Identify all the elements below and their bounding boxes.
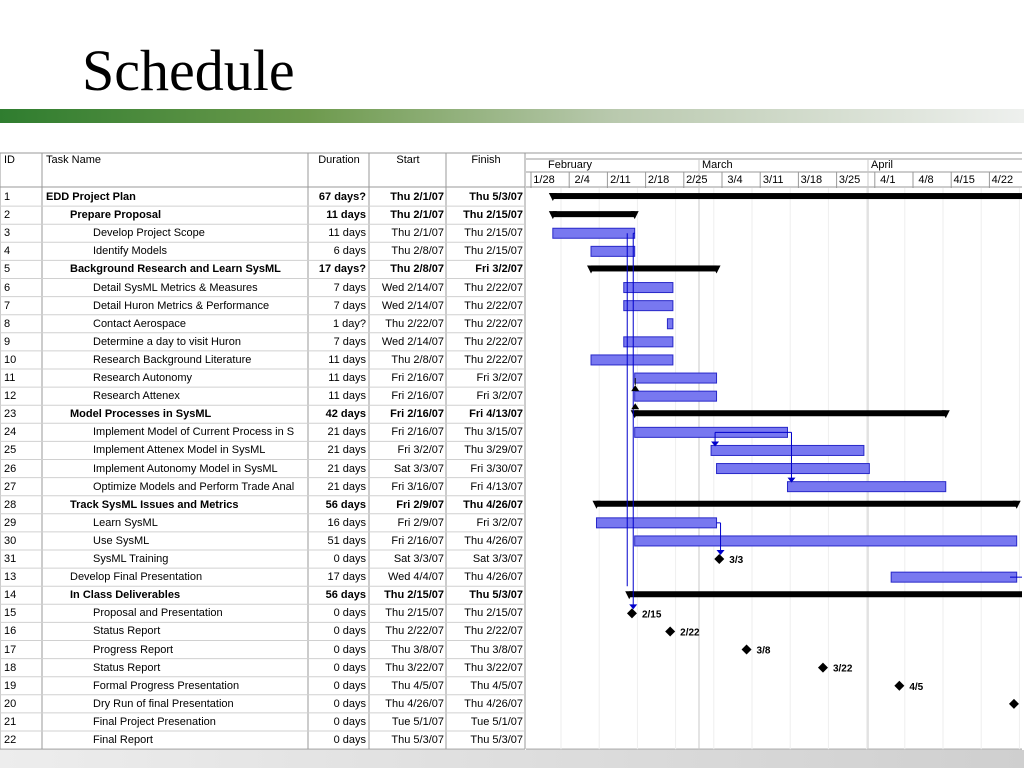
task-finish: Thu 4/26/07	[464, 534, 523, 547]
task-bar	[667, 319, 672, 329]
task-duration: 56 days	[325, 498, 366, 511]
task-id: 7	[4, 299, 11, 312]
dependency-arrow	[631, 385, 639, 391]
table-row[interactable]	[0, 260, 525, 278]
task-name: Dry Run of final Presentation	[93, 697, 234, 710]
task-duration: 11 days	[326, 209, 366, 222]
task-finish: Fri 3/2/07	[475, 263, 523, 276]
task-start: Wed 2/14/07	[381, 281, 444, 294]
summary-bar	[629, 591, 1022, 597]
task-start: Thu 3/8/07	[391, 643, 444, 656]
week-label: 3/4	[727, 174, 743, 186]
task-name: Prepare Proposal	[70, 209, 162, 222]
task-start: Thu 2/8/07	[390, 263, 444, 276]
task-bar	[711, 445, 864, 455]
milestone-date-label: 3/22	[832, 663, 853, 675]
week-label: 1/28	[533, 174, 555, 186]
task-id: 14	[4, 589, 17, 602]
task-finish: Tue 5/1/07	[470, 715, 523, 728]
task-name: Use SysML	[93, 534, 150, 547]
task-id: 11	[4, 372, 16, 384]
task-bar	[624, 337, 673, 347]
task-finish: Thu 2/22/07	[464, 299, 523, 312]
milestone-date-label: 2/22	[680, 627, 700, 639]
table-row[interactable]	[0, 659, 525, 677]
table-row[interactable]	[0, 514, 525, 532]
month-label-march: March	[702, 159, 733, 171]
task-name: Research Autonomy	[93, 372, 193, 384]
task-finish: Thu 2/15/07	[463, 209, 523, 222]
summary-bar	[596, 501, 1016, 507]
task-start: Fri 2/16/07	[391, 426, 444, 439]
table-row[interactable]	[0, 460, 525, 478]
task-name: Identify Models	[93, 245, 167, 258]
task-bar	[553, 228, 635, 238]
task-start: Thu 2/15/07	[384, 589, 444, 602]
table-row[interactable]	[0, 731, 525, 749]
task-name: EDD Project Plan	[46, 191, 136, 203]
task-duration: 17 days	[327, 571, 366, 584]
task-start: Sat 3/3/07	[393, 553, 444, 565]
task-duration: 0 days	[333, 697, 366, 710]
table-row[interactable]	[0, 242, 525, 260]
task-id: 16	[4, 625, 17, 638]
task-bar	[635, 373, 717, 383]
column-header-finish: Finish	[471, 154, 501, 166]
milestone-date-label: 2/15	[641, 609, 662, 621]
task-finish: Thu 2/22/07	[464, 353, 523, 366]
table-row[interactable]	[0, 641, 525, 659]
table-row[interactable]	[0, 279, 525, 297]
milestone-date-label: 4/5	[909, 681, 924, 693]
task-name: Detail SysML Metrics & Measures	[93, 281, 258, 294]
task-duration: 7 days	[333, 281, 366, 294]
task-duration: 0 days	[333, 607, 366, 620]
task-finish: Fri 3/2/07	[476, 372, 523, 384]
task-duration: 11 days	[328, 227, 366, 240]
table-row[interactable]	[0, 677, 525, 695]
task-finish: Thu 4/26/07	[464, 697, 523, 710]
summary-bar	[553, 193, 1022, 199]
task-start: Thu 2/8/07	[391, 353, 444, 366]
milestone-date-label: 3/3	[729, 555, 744, 567]
task-start: Thu 2/22/07	[385, 625, 444, 638]
week-label: 3/25	[838, 174, 861, 186]
task-name: Learn SysML	[93, 516, 158, 529]
task-start: Fri 2/16/07	[391, 390, 444, 403]
task-bar	[635, 391, 717, 401]
task-bar	[591, 246, 635, 256]
task-name: Contact Aerospace	[93, 317, 186, 330]
task-name: Status Report	[93, 625, 161, 638]
task-id: 5	[4, 263, 11, 276]
week-label: 2/4	[574, 174, 590, 186]
table-row[interactable]	[0, 369, 525, 387]
milestone-diamond	[627, 608, 637, 618]
task-id: 6	[4, 281, 11, 294]
task-finish: Thu 3/29/07	[464, 444, 523, 457]
task-name: Detail Huron Metrics & Performance	[93, 299, 270, 312]
week-label: 3/18	[800, 174, 823, 186]
task-finish: Thu 5/3/07	[469, 589, 523, 602]
task-duration: 0 days	[333, 661, 366, 674]
task-start: Fri 2/9/07	[397, 516, 444, 529]
task-duration: 0 days	[333, 679, 366, 692]
task-id: 23	[4, 408, 17, 421]
milestone-diamond	[742, 645, 752, 655]
table-row[interactable]	[0, 188, 525, 206]
task-start: Thu 2/22/07	[385, 317, 444, 330]
task-start: Wed 2/14/07	[381, 335, 444, 348]
table-row[interactable]	[0, 550, 525, 568]
task-id: 20	[4, 697, 17, 710]
task-duration: 16 days	[327, 516, 366, 529]
summary-bar	[591, 265, 717, 271]
task-bar	[717, 464, 870, 474]
task-duration: 21 days	[327, 480, 366, 493]
table-row[interactable]	[0, 423, 525, 441]
task-start: Thu 2/15/07	[385, 607, 444, 620]
table-row[interactable]	[0, 496, 525, 514]
week-label: 4/8	[918, 174, 934, 186]
task-duration: 0 days	[333, 715, 366, 728]
task-finish: Thu 3/8/07	[470, 643, 523, 656]
task-duration: 0 days	[333, 643, 366, 656]
column-header-duration: Duration	[318, 154, 360, 166]
week-label: 4/15	[953, 174, 975, 186]
task-id: 24	[4, 426, 17, 439]
task-finish: Fri 3/2/07	[476, 516, 523, 529]
task-id: 19	[4, 679, 17, 692]
task-duration: 11 days	[328, 390, 366, 403]
task-id: 28	[4, 498, 17, 511]
table-row[interactable]	[0, 622, 525, 640]
table-row[interactable]	[0, 387, 525, 405]
gantt-chart	[0, 151, 1024, 751]
task-duration: 0 days	[333, 553, 366, 565]
task-bar	[624, 283, 673, 293]
task-name: Optimize Models and Perform Trade Anal	[93, 480, 295, 493]
task-duration: 42 days	[325, 408, 366, 421]
task-id: 3	[4, 227, 11, 240]
milestone-date-label: 3/8	[756, 645, 771, 657]
task-name: Develop Final Presentation	[70, 571, 203, 584]
task-start: Fri 2/16/07	[391, 534, 444, 547]
task-finish: Fri 4/13/07	[469, 408, 523, 421]
week-label: 4/22	[991, 174, 1014, 186]
task-id: 1	[4, 191, 11, 203]
task-name: Track SysML Issues and Metrics	[70, 498, 239, 511]
task-duration: 11 days	[328, 353, 366, 366]
dependency-arrow	[717, 550, 725, 555]
task-start: Wed 2/14/07	[381, 299, 444, 312]
slide-title: Schedule	[82, 38, 295, 103]
task-start: Thu 4/5/07	[391, 679, 444, 692]
task-start: Thu 4/26/07	[385, 697, 444, 710]
task-name: Research Background Literature	[93, 353, 252, 366]
dependency-arrow	[631, 403, 639, 409]
task-start: Fri 3/16/07	[391, 480, 444, 493]
task-finish: Thu 3/22/07	[464, 661, 523, 674]
task-finish: Fri 3/30/07	[470, 462, 523, 475]
task-duration: 21 days	[327, 444, 366, 457]
task-duration: 7 days	[333, 335, 366, 348]
task-id: 2	[4, 209, 11, 222]
task-id: 21	[4, 715, 17, 728]
task-start: Fri 2/16/07	[391, 372, 444, 384]
task-start: Fri 2/9/07	[396, 498, 444, 511]
table-row[interactable]	[0, 224, 525, 242]
task-name: Implement Autonomy Model in SysML	[93, 462, 278, 475]
task-id: 10	[4, 353, 17, 366]
task-bar	[624, 301, 673, 311]
milestone-diamond	[714, 554, 724, 564]
task-name: Formal Progress Presentation	[93, 679, 240, 692]
table-row[interactable]	[0, 351, 525, 369]
task-id: 13	[4, 571, 17, 584]
task-finish: Thu 4/26/07	[464, 571, 523, 584]
task-finish: Thu 3/15/07	[464, 426, 523, 439]
task-duration: 6 days	[333, 245, 366, 258]
task-id: 15	[4, 607, 17, 620]
task-name: Implement Model of Current Process in S	[93, 426, 295, 439]
column-header-start: Start	[396, 154, 420, 166]
task-finish: Thu 4/26/07	[463, 498, 523, 511]
task-bar	[596, 518, 716, 528]
task-finish: Thu 2/22/07	[464, 317, 523, 330]
task-finish: Thu 5/3/07	[469, 191, 523, 203]
task-duration: 0 days	[333, 734, 366, 746]
task-duration: 1 day?	[332, 317, 366, 330]
table-row[interactable]	[0, 713, 525, 731]
task-name: Final Project Presenation	[93, 715, 216, 728]
task-name: Model Processes in SysML	[70, 408, 212, 421]
table-row[interactable]	[0, 333, 525, 351]
summary-bar	[553, 211, 635, 217]
task-duration: 67 days?	[318, 191, 366, 203]
task-bar	[787, 482, 945, 492]
task-id: 8	[4, 317, 11, 330]
task-start: Thu 2/8/07	[391, 245, 444, 258]
task-finish: Sat 3/3/07	[472, 553, 523, 565]
task-id: 30	[4, 534, 17, 547]
table-row[interactable]	[0, 568, 525, 586]
task-bar	[635, 536, 1017, 546]
task-bar	[591, 355, 673, 365]
task-id: 9	[4, 335, 11, 348]
task-name: Status Report	[93, 661, 161, 674]
task-start: Thu 2/1/07	[391, 227, 444, 240]
task-start: Thu 2/1/07	[390, 191, 444, 203]
task-name: Progress Report	[93, 643, 174, 656]
task-id: 18	[4, 661, 17, 674]
title-underline-bar	[0, 109, 1024, 123]
task-finish: Thu 2/15/07	[464, 227, 523, 240]
task-finish: Thu 2/22/07	[464, 625, 523, 638]
column-header-task: Task Name	[46, 154, 102, 166]
task-duration: 21 days	[327, 426, 366, 439]
task-duration: 21 days	[327, 462, 366, 475]
task-start: Thu 3/22/07	[385, 661, 444, 674]
week-label: 2/18	[647, 174, 670, 186]
task-start: Thu 5/3/07	[391, 734, 444, 746]
table-row[interactable]	[0, 297, 525, 315]
week-label: 2/11	[610, 174, 631, 186]
task-duration: 11 days	[328, 372, 366, 384]
task-duration: 0 days	[333, 625, 366, 638]
column-header-id: ID	[4, 154, 15, 166]
task-id: 4	[4, 245, 11, 258]
task-name: Research Attenex	[93, 390, 180, 403]
table-row[interactable]	[0, 405, 525, 423]
task-finish: Thu 2/22/07	[464, 335, 523, 348]
task-name: In Class Deliverables	[70, 589, 181, 602]
task-id: 29	[4, 516, 17, 529]
task-finish: Thu 2/22/07	[464, 281, 523, 294]
task-duration: 7 days	[333, 299, 366, 312]
task-name: Background Research and Learn SysML	[70, 263, 281, 276]
task-start: Thu 2/1/07	[390, 209, 444, 222]
task-duration: 17 days?	[318, 263, 366, 276]
task-start: Wed 4/4/07	[387, 571, 444, 584]
task-duration: 51 days	[327, 534, 366, 547]
month-label-february: February	[548, 159, 593, 171]
task-start: Fri 2/16/07	[390, 408, 444, 421]
table-row[interactable]	[0, 695, 525, 713]
table-row[interactable]	[0, 586, 525, 604]
milestone-diamond	[818, 663, 828, 673]
task-bar	[891, 572, 1017, 582]
task-start: Sat 3/3/07	[393, 462, 444, 475]
task-finish: Thu 4/5/07	[470, 679, 523, 692]
table-row[interactable]	[0, 315, 525, 333]
milestone-diamond	[894, 681, 904, 691]
week-label: 2/25	[686, 174, 708, 186]
table-row[interactable]	[0, 478, 525, 496]
table-row[interactable]	[0, 441, 525, 459]
task-finish: Thu 2/15/07	[464, 607, 523, 620]
bottom-band	[0, 750, 1024, 768]
task-finish: Thu 5/3/07	[470, 734, 523, 746]
summary-bar	[635, 410, 946, 416]
table-row[interactable]	[0, 206, 525, 224]
task-finish: Fri 3/2/07	[476, 390, 523, 403]
task-finish: Fri 4/13/07	[470, 480, 523, 493]
task-start: Fri 3/2/07	[397, 444, 444, 457]
week-label: 4/1	[880, 174, 896, 186]
task-name: Implement Attenex Model in SysML	[93, 444, 266, 457]
week-label: 3/11	[762, 174, 784, 186]
task-id: 26	[4, 462, 17, 475]
task-id: 27	[4, 480, 17, 493]
task-name: SysML Training	[93, 553, 169, 565]
task-id: 17	[4, 643, 17, 656]
task-name: Determine a day to visit Huron	[93, 335, 241, 348]
month-label-april: April	[871, 159, 894, 171]
task-start: Tue 5/1/07	[391, 715, 444, 728]
milestone-diamond	[665, 626, 675, 636]
task-name: Develop Project Scope	[93, 227, 205, 240]
dependency-arrow	[629, 604, 637, 609]
task-id: 12	[4, 390, 17, 403]
task-duration: 56 days	[325, 589, 366, 602]
task-id: 25	[4, 444, 17, 457]
task-name: Final Report	[93, 734, 153, 746]
task-finish: Thu 2/15/07	[464, 245, 523, 258]
task-id: 31	[4, 553, 17, 565]
milestone-diamond	[1009, 699, 1019, 709]
task-id: 22	[4, 734, 17, 746]
task-name: Proposal and Presentation	[93, 607, 223, 620]
table-row[interactable]	[0, 532, 525, 550]
table-row[interactable]	[0, 604, 525, 622]
